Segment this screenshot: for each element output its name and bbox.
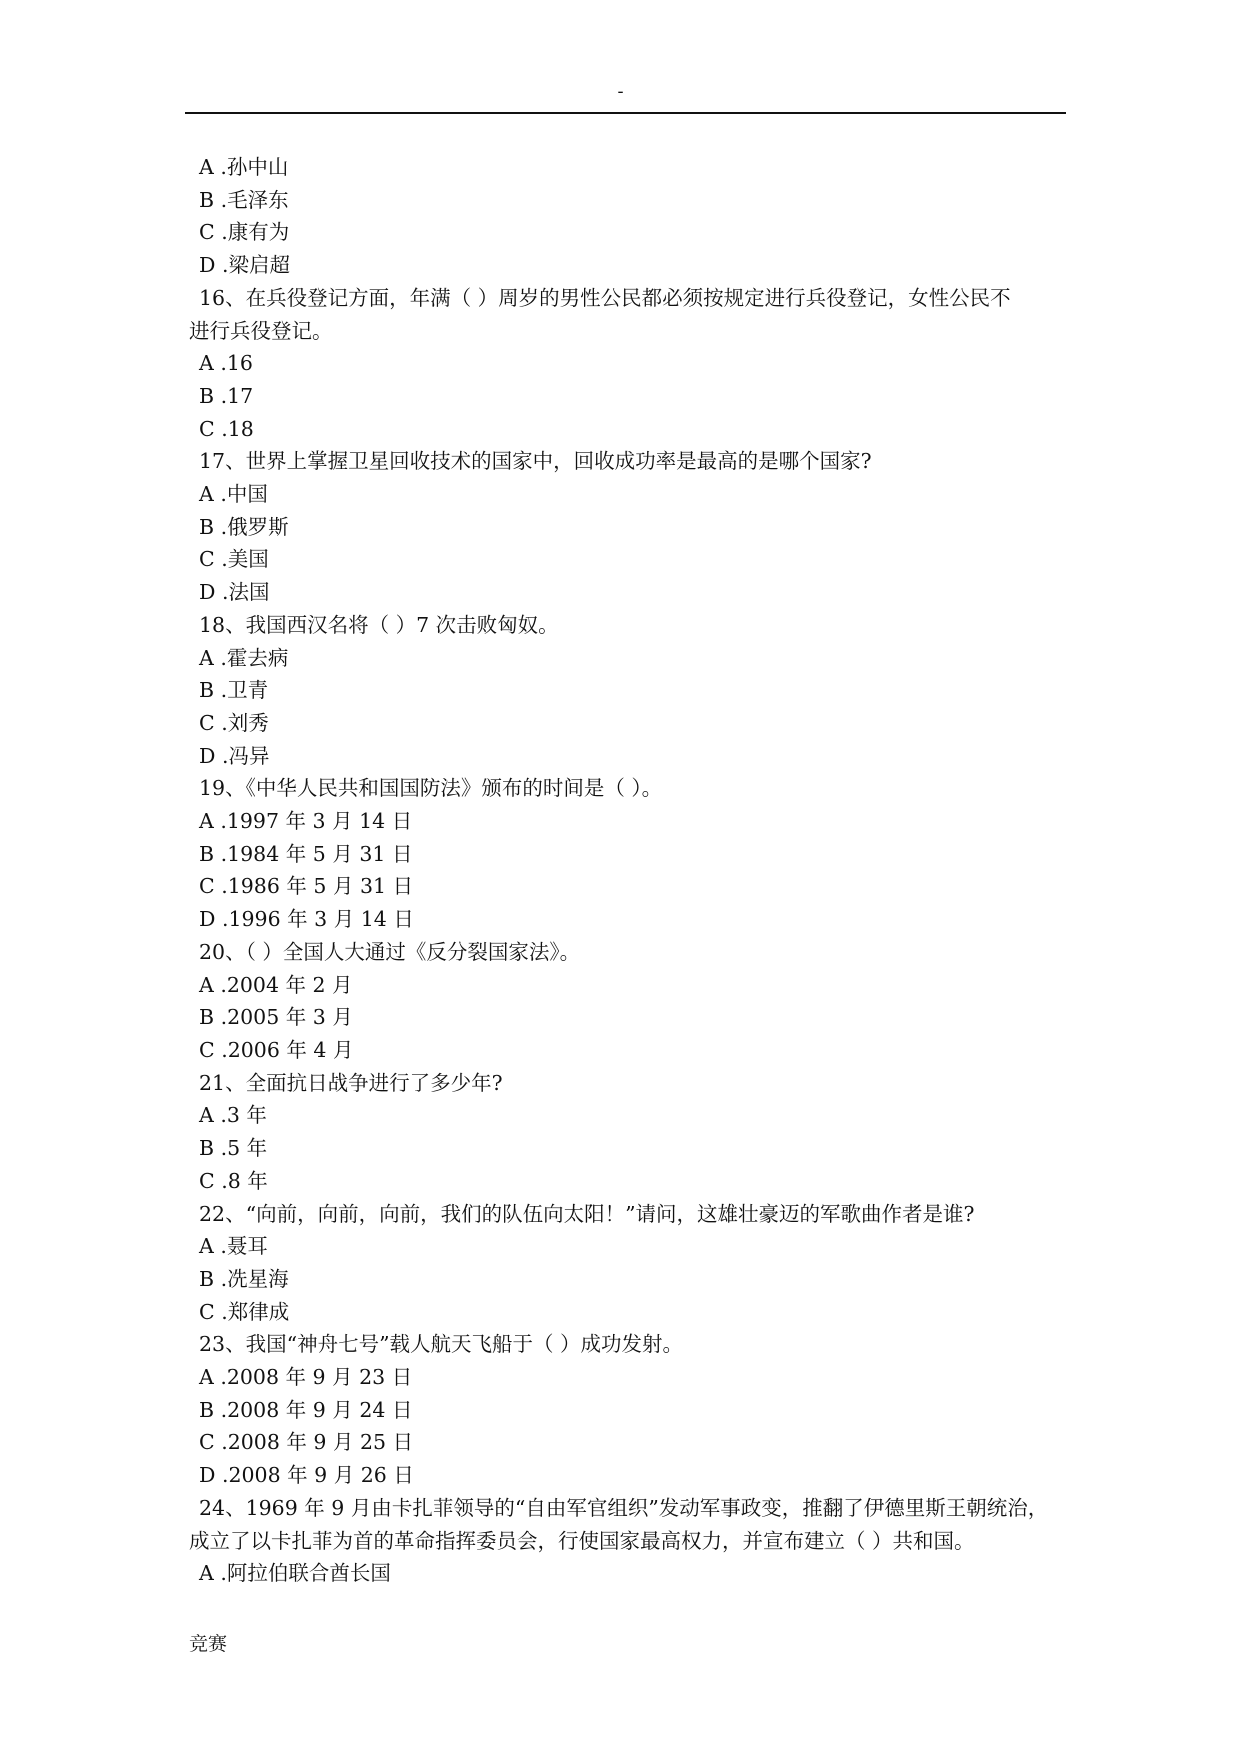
- answer-option: A .2004 年 2 月: [199, 972, 353, 997]
- answer-option: A .16: [199, 351, 253, 376]
- answer-option: A .阿拉伯联合酋长国: [199, 1561, 391, 1586]
- header-rule: [185, 112, 1066, 114]
- answer-option: B .俄罗斯: [199, 514, 289, 539]
- question-text-line: 21、全面抗日战争进行了多少年?: [199, 1070, 503, 1095]
- question-text-line: 19、《中华人民共和国国防法》颁布的时间是（ ）。: [199, 776, 663, 801]
- answer-option: D .梁启超: [199, 253, 290, 278]
- document-body: [189, 151, 1071, 1590]
- answer-option: A .聂耳: [199, 1234, 268, 1259]
- answer-option: C .2008 年 9 月 25 日: [199, 1430, 414, 1455]
- question: [189, 445, 1071, 478]
- question: [189, 772, 1071, 805]
- answer-option: C .郑律成: [199, 1299, 290, 1324]
- answer-option: B .卫青: [199, 678, 269, 703]
- question-text-line: 24、1969 年 9 月由卡扎菲领导的“自由军官组织”发动军事政变，推翻了伊德里斯王朝统治，: [199, 1495, 1049, 1520]
- answer-option: C .康有为: [199, 220, 290, 245]
- question-text-line: 18、我国西汉名将（ ）7 次击败匈奴。: [199, 612, 559, 637]
- answer-option: A .3 年: [199, 1103, 267, 1128]
- answer-option: B .冼星海: [199, 1266, 289, 1291]
- answer-option: B .毛泽东: [199, 187, 289, 212]
- question: [189, 1067, 1071, 1100]
- question: [189, 936, 1071, 969]
- answer-option: C .8 年: [199, 1168, 268, 1193]
- answer-option: A .1997 年 3 月 14 日: [199, 809, 413, 834]
- answer-option: C .美国: [199, 547, 269, 572]
- answer-option: A .中国: [199, 482, 268, 507]
- answer-option: A .2008 年 9 月 23 日: [199, 1365, 413, 1390]
- question-text-line: 16、在兵役登记方面，年满（ ）周岁的男性公民都必须按规定进行兵役登记，女性公民不: [199, 285, 1011, 310]
- answer-option: A .霍去病: [199, 645, 289, 670]
- answer-option: C .18: [199, 416, 254, 441]
- answer-option: C .1986 年 5 月 31 日: [199, 874, 414, 899]
- answer-option: D .冯异: [199, 743, 270, 768]
- answer-option: D .法国: [199, 580, 270, 605]
- question-text-line: 进行兵役登记。: [189, 318, 333, 343]
- answer-option: D .1996 年 3 月 14 日: [199, 907, 414, 932]
- page-header-mark: -: [617, 81, 624, 102]
- question: [189, 1198, 1071, 1231]
- question: [189, 1492, 1071, 1557]
- answer-option: B .2008 年 9 月 24 日: [199, 1397, 413, 1422]
- answer-option: B .5 年: [199, 1136, 268, 1161]
- question: [189, 609, 1071, 642]
- answer-option: B .1984 年 5 月 31 日: [199, 841, 413, 866]
- answer-option: C .2006 年 4 月: [199, 1037, 354, 1062]
- question: [189, 282, 1071, 347]
- question-text-line: 成立了以卡扎菲为首的革命指挥委员会，行使国家最高权力，并宣布建立（ ）共和国。: [189, 1528, 975, 1553]
- page-footer: 竞赛: [189, 1633, 228, 1655]
- question-text-line: 20、（ ）全国人大通过《反分裂国家法》。: [199, 939, 581, 964]
- question-text-line: 22、“向前，向前，向前，我们的队伍向太阳！”请问，这雄壮豪迈的军歌曲作者是谁?: [199, 1201, 975, 1226]
- question-text-line: 17、世界上掌握卫星回收技术的国家中，回收成功率是最高的是哪个国家?: [199, 449, 872, 474]
- answer-option: B .17: [199, 383, 254, 408]
- answer-option: B .2005 年 3 月: [199, 1005, 353, 1030]
- answer-option: C .刘秀: [199, 710, 269, 735]
- question: [189, 1328, 1071, 1361]
- answer-option: A .孙中山: [199, 155, 289, 179]
- question-text-line: 23、我国“神舟七号”载人航天飞船于（ ）成功发射。: [199, 1332, 684, 1357]
- answer-option: D .2008 年 9 月 26 日: [199, 1463, 414, 1488]
